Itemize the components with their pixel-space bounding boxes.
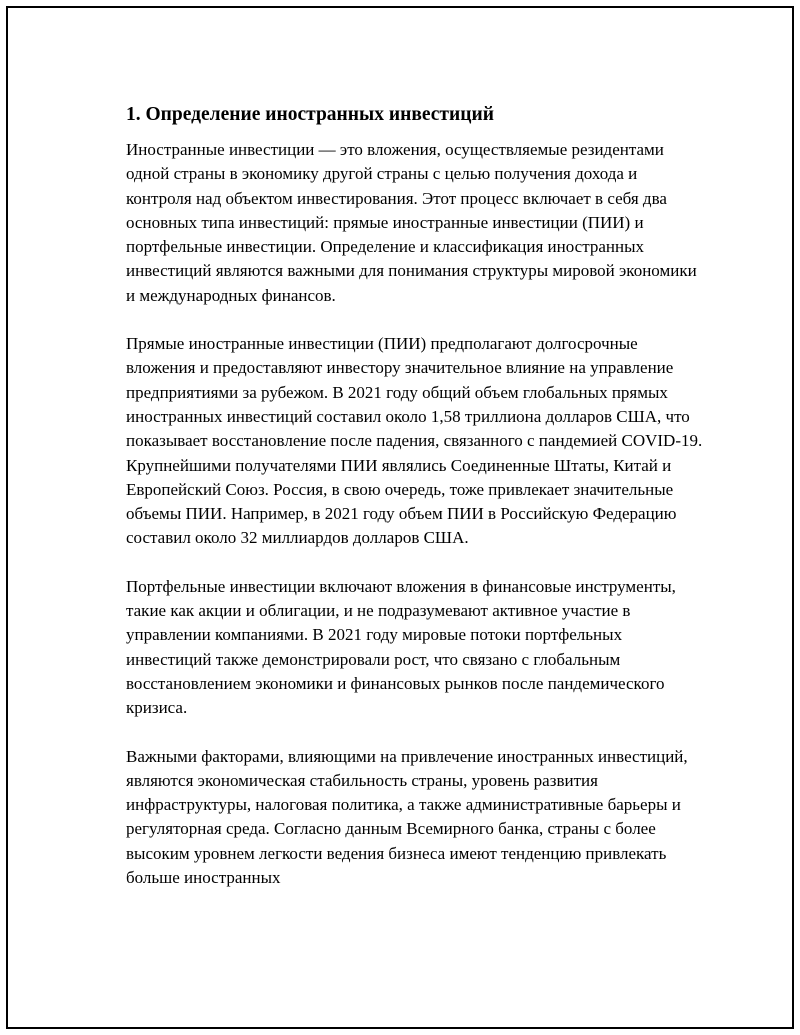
page-frame [6, 6, 794, 1029]
paragraph-fdi: Прямые иностранные инвестиции (ПИИ) предполагают долгосрочные вложения и предоставляют инвестору значительное влияние на управление предприятиями за рубежом. В 2021 году общий объем глобальных прямых иностранных инвестиций составил около 1,58 триллиона долларов США, что показывает восстановление после падения, связанного с пандемией COVID-19. Крупнейшими получателями ПИИ являлись Соединенные Штаты, Китай и Европейский Союз. Россия, в свою очередь, тоже привлекает значительные объемы ПИИ. Например, в 2021 году объем ПИИ в Российскую Федерацию составил около 32 миллиардов долларов США. [126, 334, 703, 548]
paragraph-factors: Важными факторами, влияющими на привлечение иностранных инвестиций, являются экономическая стабильность страны, уровень развития инфраструктуры, налоговая политика, а также административные барьеры и регуляторная среда. Согласно данным Всемирного банка, страны с более высоким уровнем легкости ведения бизнеса имеют тенденцию привлекать больше иностранных [126, 746, 688, 888]
paragraph-portfolio: Портфельные инвестиции включают вложения в финансовые инструменты, такие как акции и облигации, и не подразумевают активное участие в управлении компаниями. В 2021 году мировые потоки портфельных инвестиций также демонстрировали рост, что связано с глобальным восстановлением экономики и финансовых рынков после пандемического кризиса. [126, 576, 676, 718]
paragraph-definition: Иностранные инвестиции — это вложения, осуществляемые резидентами одной страны в экономику другой страны с целью получения дохода и контроля над объектом инвестирования. Этот процесс включает в себя два основных типа инвестиций: прямые иностранные инвестиции (ПИИ) и портфельные инвестиции. Определение и классификация иностранных инвестиций являются важными для понимания структуры мировой экономики и международных финансов. [126, 140, 697, 305]
document-body [126, 102, 706, 914]
section-heading: 1. Определение иностранных инвестиций [126, 104, 494, 125]
